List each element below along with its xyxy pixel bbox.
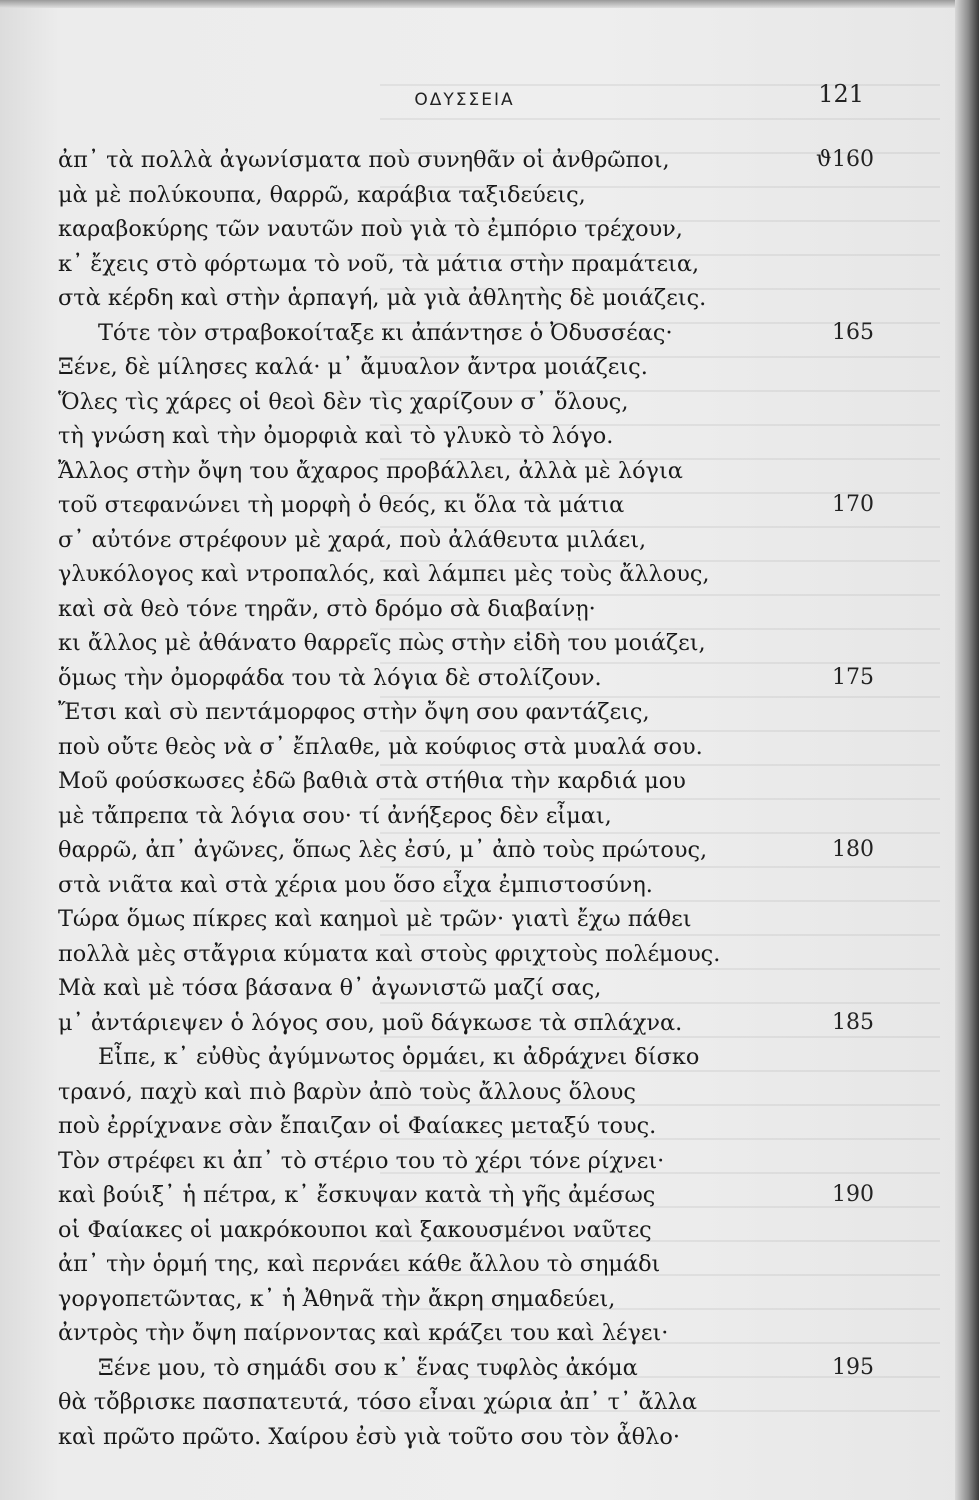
verse-line-text: πολλὰ μὲς στἄγρια κύματα καὶ στοὺς φριχτοὺς πολέμους. bbox=[58, 940, 721, 967]
verse-line bbox=[0, 143, 960, 178]
verse-line bbox=[0, 971, 960, 1006]
verse-line-text: Ξένε, δὲ μίλησες καλά· μ᾽ ἄμυαλον ἄντρα μοιάζεις. bbox=[58, 354, 648, 380]
verse-line bbox=[0, 799, 960, 834]
page-top-edge bbox=[0, 0, 979, 8]
verse-line bbox=[0, 1040, 960, 1075]
verse-line-text: οἱ Φαίακες οἱ μακρόκουποι καὶ ξακουσμένοι ναῦτες bbox=[58, 1216, 652, 1243]
verse-line-text: ποὺ ἐρρίχνανε σὰν ἔπαιζαν οἱ Φαίακες μεταξύ τους. bbox=[58, 1113, 657, 1139]
verse-line bbox=[0, 557, 960, 592]
verse-line bbox=[0, 764, 960, 799]
verse-line-text: ἀντρὸς τὴν ὄψη παίρνοντας καὶ κράζει του καὶ λέγει· bbox=[58, 1320, 669, 1346]
verse-line-text: κ᾽ ἔχεις στὸ φόρτωμα τὸ νοῦ, τὰ μάτια στὴν πραμάτεια, bbox=[58, 250, 700, 277]
verse-line bbox=[0, 488, 960, 523]
verse-line-text: Τώρα ὅμως πίκρες καὶ καημοὶ μὲ τρῶν· γιατὶ ἔχω πάθει bbox=[58, 906, 692, 932]
running-title: ΟΔΥΣΣΕΙΑ bbox=[414, 90, 515, 110]
verse-line-text: Ἄλλος στὴν ὄψη του ἄχαρος προβάλλει, ἀλλὰ μὲ λόγια bbox=[58, 457, 683, 484]
verse-line bbox=[0, 1109, 960, 1144]
verse-line-text: καὶ πρῶτο πρῶτο. Χαίρου ἐσὺ γιὰ τοῦτο σου τὸν ἆθλο· bbox=[58, 1423, 680, 1450]
verse-line bbox=[0, 419, 960, 454]
verse-line-text: τρανό, παχὺ καὶ πιὸ βαρὺν ἀπὸ τοὺς ἄλλους ὅλους bbox=[58, 1078, 636, 1105]
verse-line bbox=[0, 385, 960, 420]
verse-line-text: καραβοκύρης τῶν ναυτῶν ποὺ γιὰ τὸ ἐμπόριο τρέχουν, bbox=[58, 216, 683, 242]
verse-line-text: γλυκόλογος καὶ ντροπαλός, καὶ λάμπει μὲς τοὺς ἄλλους, bbox=[58, 561, 710, 587]
verse-line bbox=[0, 1351, 960, 1386]
verse-line-text: ὅμως τὴν ὀμορφάδα του τὰ λόγια δὲ στολίζουν. bbox=[58, 664, 602, 691]
verse-line bbox=[0, 937, 960, 972]
verse-line-text: ἀπ᾽ τὰ πολλὰ ἀγωνίσματα ποὺ συνηθᾶν οἱ ἀνθρῶποι, bbox=[58, 147, 670, 173]
verse-line-text: ποὺ οὔτε θεὸς νὰ σ᾽ ἔπλαθε, μὰ κούφιος στὰ μυαλά σου. bbox=[58, 733, 703, 760]
line-number: 165 bbox=[832, 319, 874, 345]
verse-line bbox=[0, 695, 960, 730]
verse-line-text: γοργοπετῶντας, κ᾽ ἡ Ἀθηνᾶ τὴν ἄκρη σημαδεύει, bbox=[58, 1285, 616, 1312]
verse-line-text: μὰ μὲ πολύκουπα, θαρρῶ, καράβια ταξιδεύεις, bbox=[58, 181, 586, 208]
verse-line-text: κι ἄλλος μὲ ἀθάνατο θαρρεῖς πὼς στὴν εἰδὴ του μοιάζει, bbox=[58, 630, 706, 656]
verse-line bbox=[0, 1316, 960, 1351]
verse-line bbox=[0, 1385, 960, 1420]
line-number: 160 bbox=[832, 147, 874, 172]
verse-line-text: μὲ τἄπρεπα τὰ λόγια σου· τί ἀνήξερος δὲν εἶμαι, bbox=[58, 802, 612, 829]
verse-line-text: Μὰ καὶ μὲ τόσα βάσανα θ᾽ ἀγωνιστῶ μαζί σας, bbox=[58, 975, 602, 1001]
verse-line bbox=[0, 1178, 960, 1213]
verse-line-text: σ᾽ αὐτόνε στρέφουν μὲ χαρά, ποὺ ἀλάθευτα μιλάει, bbox=[58, 526, 647, 553]
verse-line bbox=[0, 730, 960, 765]
verse-line-text: τὴ γνώση καὶ τὴν ὀμορφιὰ καὶ τὸ γλυκὸ τὸ λόγο. bbox=[58, 423, 614, 449]
line-number: 170 bbox=[832, 492, 874, 517]
verse-line bbox=[0, 661, 960, 696]
verse-line bbox=[0, 833, 960, 868]
verse-line-text: τοῦ στεφανώνει τὴ μορφὴ ὁ θεός, κι ὅλα τὰ μάτια bbox=[58, 492, 625, 518]
verse-line-text: Τότε τὸν στραβοκοίταξε κι ἀπάντησε ὁ Ὀδυσσέας· bbox=[98, 319, 673, 346]
verse-line-text: καὶ βούιξ᾽ ἡ πέτρα, κ᾽ ἔσκυψαν κατὰ τὴ γῆς ἀμέσως bbox=[58, 1182, 656, 1208]
verse-line bbox=[0, 1282, 960, 1317]
verse-line-text: Ἔτσι καὶ σὺ πεντάμορφος στὴν ὄψη σου φαντάζεις, bbox=[58, 699, 650, 725]
verse-line-text: ἀπ᾽ τὴν ὁρμή της, καὶ περνάει κάθε ἄλλου τὸ σημάδι bbox=[58, 1251, 661, 1277]
verse-line bbox=[0, 1420, 960, 1455]
verse-line-text: Ὅλες τὶς χάρες οἱ θεοὶ δὲν τὶς χαρίζουν σ᾽ ὅλους, bbox=[58, 388, 629, 415]
page-number: 121 bbox=[818, 80, 864, 108]
book-letter-marker: ϑ bbox=[816, 147, 832, 172]
verse-line bbox=[0, 1075, 960, 1110]
verse-line-text: μ᾽ ἀντάριεψεν ὁ λόγος σου, μοῦ δάγκωσε τὰ σπλάχνα. bbox=[58, 1009, 683, 1036]
verse-line bbox=[0, 316, 960, 351]
verse-line bbox=[0, 902, 960, 937]
verse-line-text: θὰ τὄβρισκε πασπατευτά, τόσο εἶναι χώρια ἀπ᾽ τ᾽ ἄλλα bbox=[58, 1389, 697, 1415]
verse-line bbox=[0, 350, 960, 385]
verse-line bbox=[0, 212, 960, 247]
verse-line bbox=[0, 454, 960, 489]
verse-line bbox=[0, 592, 960, 627]
verse-text bbox=[0, 143, 960, 1454]
verse-line-text: στὰ νιᾶτα καὶ στὰ χέρια μου ὅσο εἶχα ἐμπιστοσύνη. bbox=[58, 871, 653, 898]
line-number: 190 bbox=[832, 1182, 874, 1207]
verse-line-text: στὰ κέρδη καὶ στὴν ἁρπαγή, μὰ γιὰ ἀθλητὴς δὲ μοιάζεις. bbox=[58, 285, 707, 311]
verse-line-text: Εἶπε, κ᾽ εὐθὺς ἀγύμνωτος ὁρμάει, κι ἀδράχνει δίσκο bbox=[98, 1044, 700, 1070]
verse-line-text: Μοῦ φούσκωσες ἐδῶ βαθιὰ στὰ στήθια τὴν καρδιά μου bbox=[58, 768, 686, 794]
verse-line-text: θαρρῶ, ἀπ᾽ ἀγῶνες, ὅπως λὲς ἐσύ, μ᾽ ἀπὸ τοὺς πρώτους, bbox=[58, 837, 708, 863]
verse-line-text: καὶ σὰ θεὸ τόνε τηρᾶν, στὸ δρόμο σὰ διαβαίνῃ· bbox=[58, 595, 596, 622]
line-number: 175 bbox=[832, 664, 874, 690]
verse-line-text: Ξένε μου, τὸ σημάδι σου κ᾽ ἕνας τυφλὸς ἀκόμα bbox=[98, 1354, 638, 1381]
verse-line bbox=[0, 626, 960, 661]
verse-line bbox=[0, 1247, 960, 1282]
line-number: 185 bbox=[832, 1009, 874, 1035]
verse-line bbox=[0, 523, 960, 558]
verse-line bbox=[0, 1006, 960, 1041]
verse-line bbox=[0, 247, 960, 282]
verse-line bbox=[0, 281, 960, 316]
verse-line bbox=[0, 1213, 960, 1248]
line-number: 180 bbox=[832, 837, 874, 862]
verse-line bbox=[0, 1144, 960, 1179]
verse-line-text: Τὸν στρέφει κι ἀπ᾽ τὸ στέριο του τὸ χέρι τόνε ρίχνει· bbox=[58, 1147, 665, 1174]
verse-line bbox=[0, 868, 960, 903]
line-number: 195 bbox=[832, 1354, 874, 1380]
verse-line bbox=[0, 178, 960, 213]
